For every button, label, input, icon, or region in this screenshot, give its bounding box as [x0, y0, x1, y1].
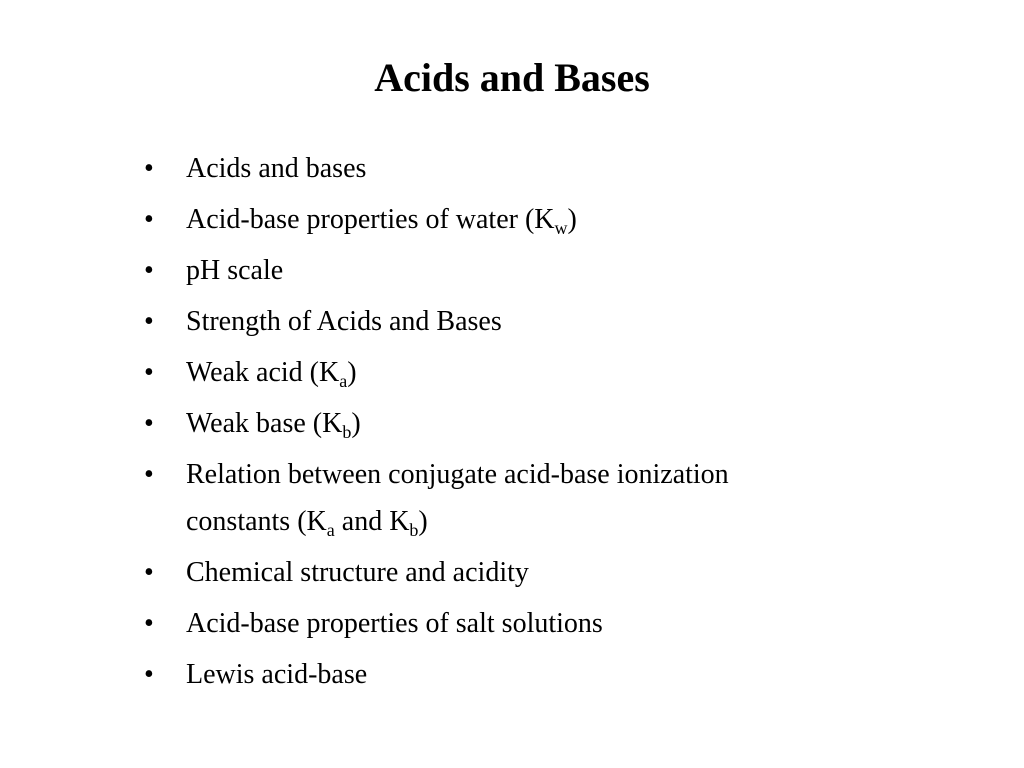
list-item — [144, 600, 904, 647]
bullet-text: Acids and bases — [186, 153, 367, 184]
list-item — [144, 196, 904, 243]
bullet-text-line2-mid: and K — [334, 506, 410, 537]
list-item — [144, 349, 904, 396]
bullet-icon: • — [144, 357, 154, 388]
bullet-text: Strength of Acids and Bases — [186, 306, 502, 337]
subscript: a — [339, 371, 348, 391]
list-item — [144, 298, 904, 345]
bullet-icon: • — [144, 608, 154, 639]
slide-title: Acids and Bases — [374, 55, 650, 100]
bullet-text-line2: constants (K — [186, 506, 327, 537]
bullet-text: Weak acid (K — [186, 357, 340, 388]
list-item — [144, 400, 904, 447]
bullet-text: Weak base (K — [186, 408, 343, 439]
bullet-text: Acid-base properties of water (K — [186, 204, 555, 235]
bullet-icon: • — [144, 557, 154, 588]
bullet-text: Lewis acid-base — [186, 659, 368, 690]
list-item — [144, 451, 904, 545]
bullet-icon: • — [144, 255, 154, 286]
subscript: b — [342, 422, 352, 442]
bullet-icon: • — [144, 459, 154, 490]
subscript: a — [326, 520, 335, 540]
list-item — [144, 651, 904, 698]
list-item — [144, 247, 904, 294]
bullet-text-end: ) — [351, 408, 361, 439]
bullet-icon: • — [144, 306, 154, 337]
bullet-icon: • — [144, 659, 154, 690]
bullet-icon: • — [144, 153, 154, 184]
subscript: b — [409, 520, 419, 540]
bullet-text: Chemical structure and acidity — [186, 557, 529, 588]
bullet-text-line2-end: ) — [418, 506, 428, 537]
bullet-list — [144, 145, 904, 702]
list-item — [144, 549, 904, 596]
subscript: w — [554, 218, 568, 238]
bullet-text: pH scale — [186, 255, 284, 286]
bullet-icon: • — [144, 204, 154, 235]
bullet-text: Acid-base properties of salt solutions — [186, 608, 603, 639]
bullet-text-end: ) — [567, 204, 577, 235]
list-item — [144, 145, 904, 192]
bullet-text-end: ) — [347, 357, 357, 388]
bullet-icon: • — [144, 408, 154, 439]
bullet-text-line1: Relation between conjugate acid-base ionization — [186, 459, 729, 490]
